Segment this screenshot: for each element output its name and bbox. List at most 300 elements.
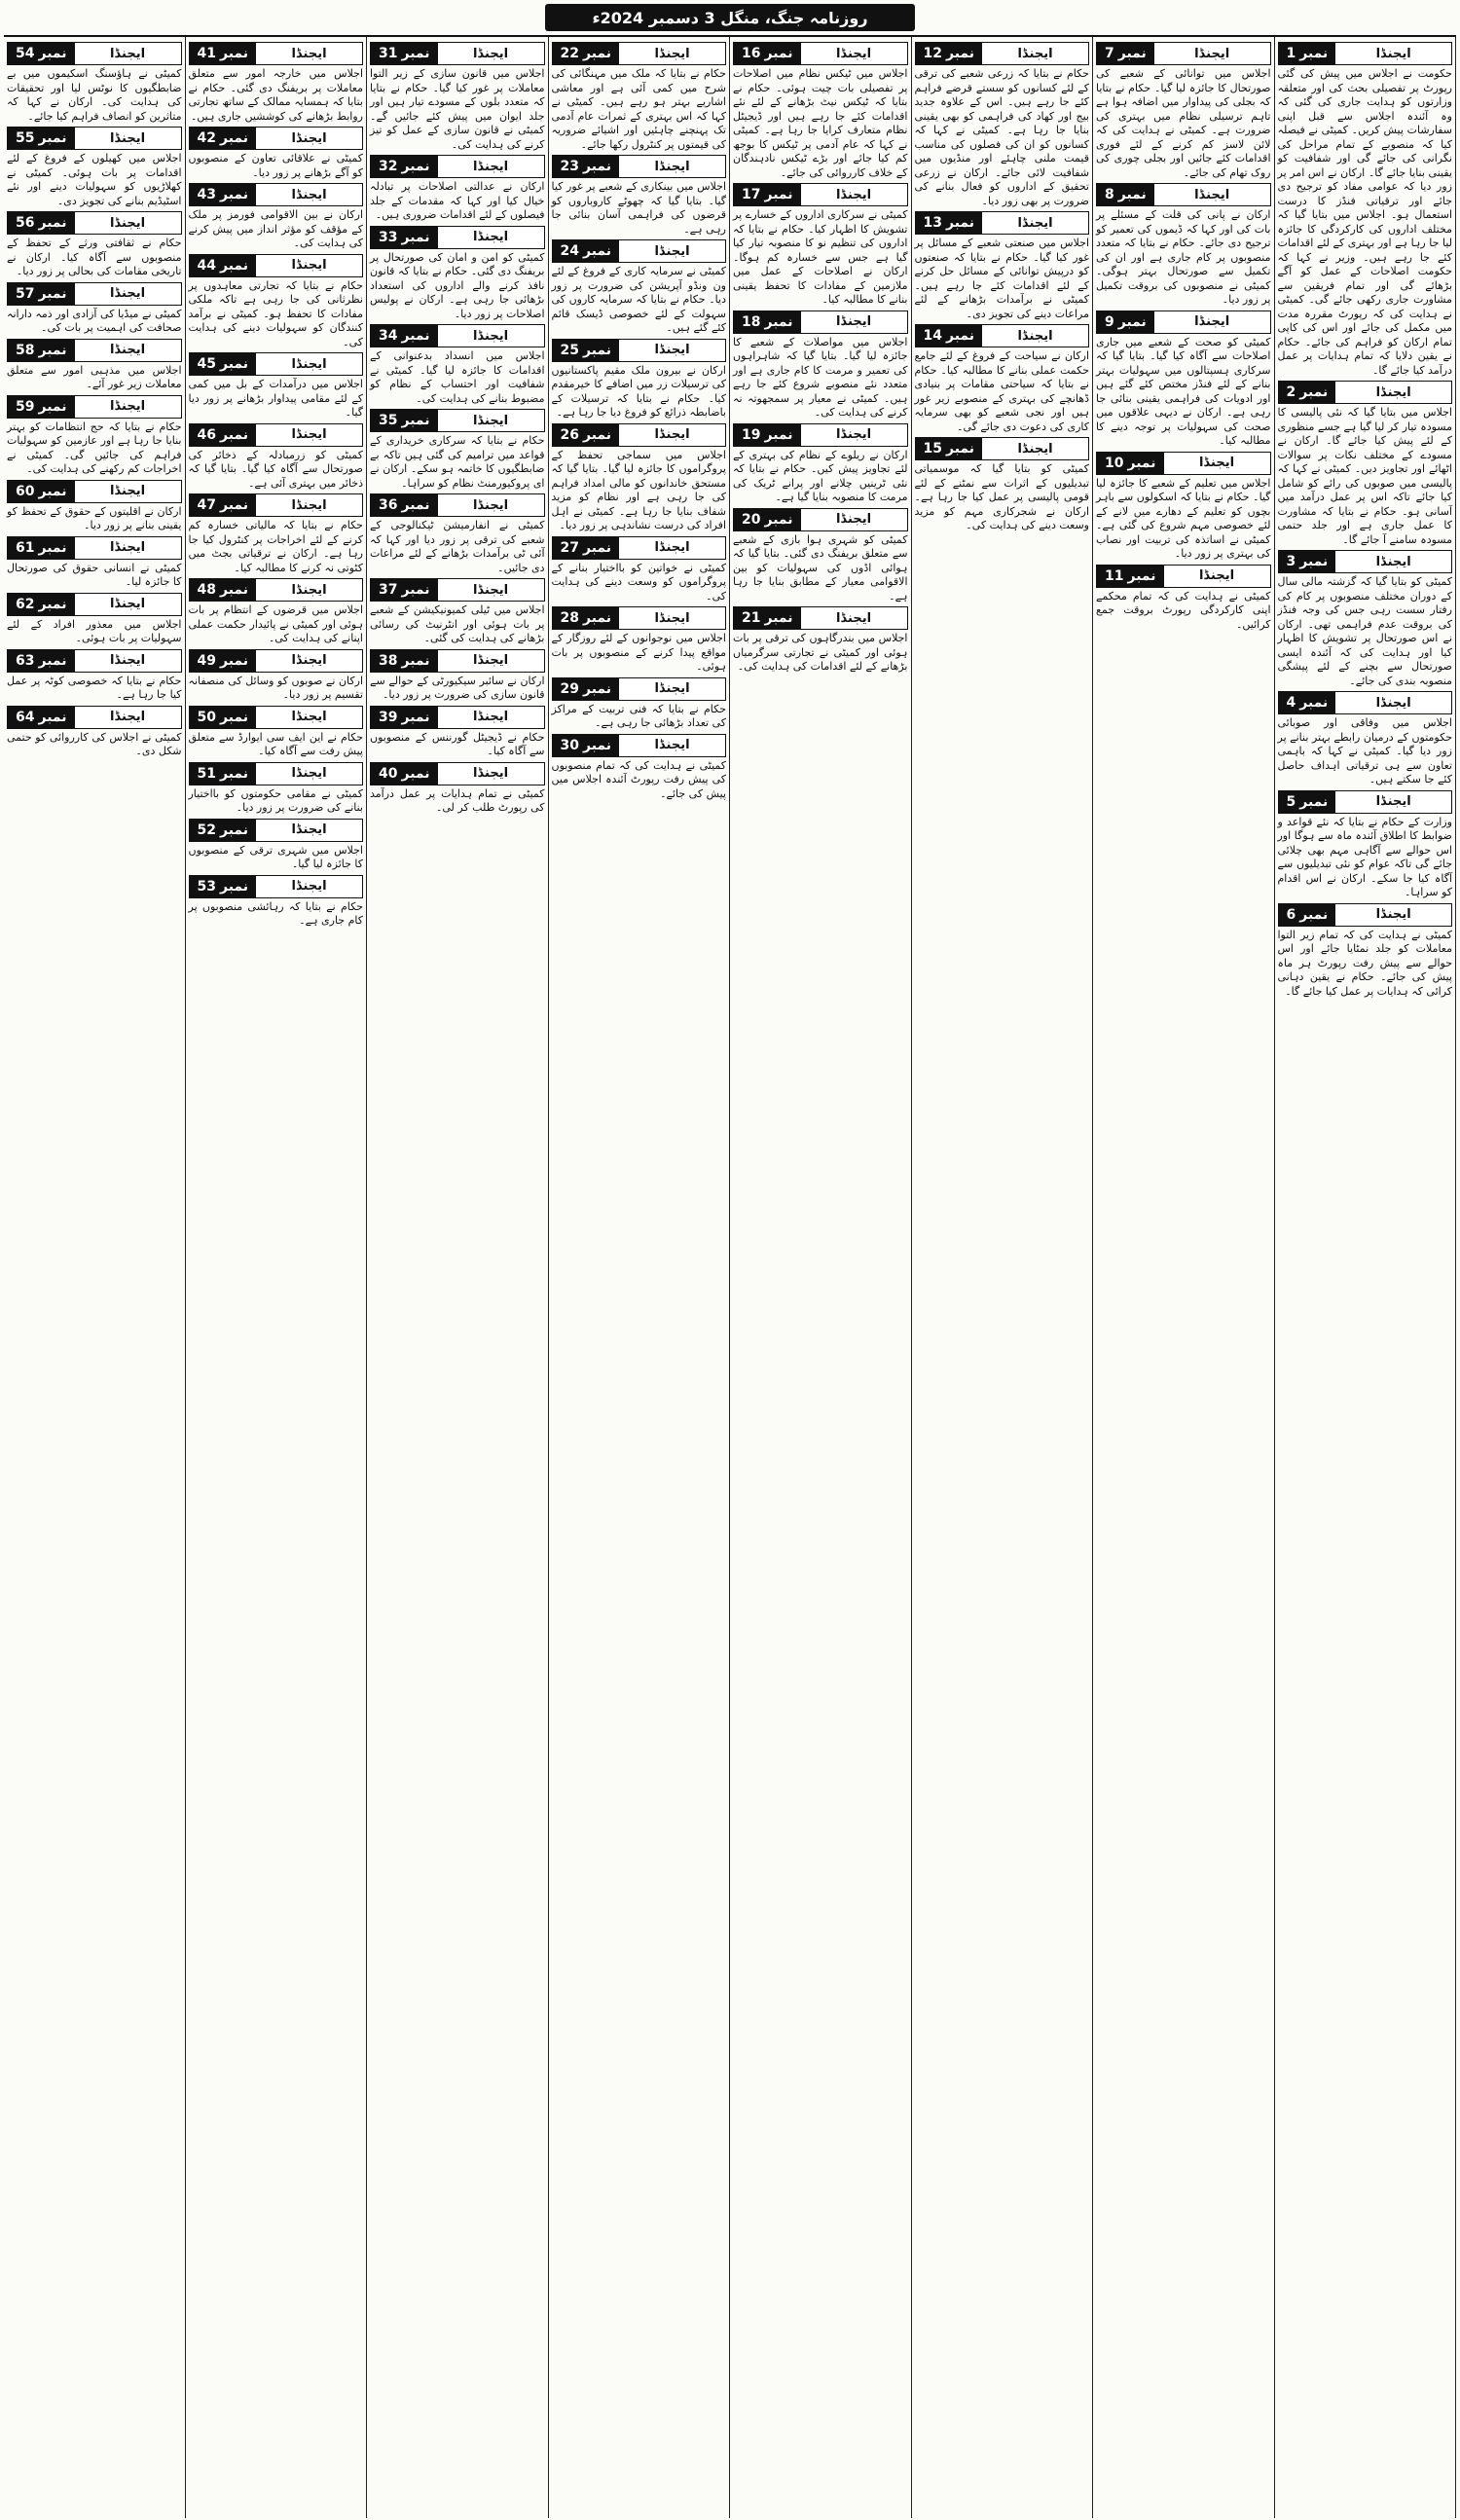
agenda-item-tag: ایجنڈا [1017,441,1053,457]
agenda-item-tag: ایجنڈا [654,243,690,259]
page-column [548,37,730,2518]
page-column [911,37,1093,2518]
agenda-item-number-value: 54 [16,46,35,61]
agenda-item-number-value: 59 [16,398,35,415]
agenda-item-tag: ایجنڈا [291,427,327,442]
agenda-item-number-prefix: نمبر [38,46,67,61]
agenda-item [189,762,364,816]
agenda-item-label [189,875,364,898]
page-column [4,37,185,2518]
agenda-item-number-prefix: نمبر [38,398,67,415]
agenda-item-number-value: 25 [560,342,579,358]
agenda-item-label [7,339,182,362]
agenda-item-text: ارکان نے سائبر سیکیورٹی کے حوالے سے قانون سازی کی ضرورت پر زور دیا۔ [370,674,545,701]
agenda-item-label [733,606,908,630]
agenda-item-text: کمیٹی نے میڈیا کی آزادی اور ذمہ دارانہ صحافت کی اہمیت پر بات کی۔ [7,307,182,334]
agenda-item-tag: ایجنڈا [473,766,509,781]
agenda-item-number [8,396,75,418]
agenda-item-number [371,325,438,347]
agenda-item-tag: ایجنڈا [836,46,872,61]
agenda-item-number [916,325,983,347]
agenda-item-text: کمیٹی نے ہدایت کی کہ تمام زیر التوا معاملات کو جلد نمٹایا جائے اور اس حوالے سے پیش رفت رپورٹ ہر ماہ پیش کی جائے۔ حکام نے یقین دہانی کرائی کہ ہدایات پر عمل کیا جائے گا۔ [1277,928,1452,998]
agenda-item-number [8,650,75,672]
agenda-item-label [915,211,1090,235]
agenda-item [1096,183,1271,308]
agenda-item-tag: ایجنڈا [836,610,872,626]
agenda-item-label [370,409,545,432]
agenda-item-label [552,339,727,362]
agenda-item [7,536,182,590]
agenda-item-number-value: 31 [379,46,398,61]
agenda-item-label [189,706,364,729]
agenda-item [189,819,364,872]
agenda-item-number-value: 3 [1286,554,1296,569]
agenda-item-tag: ایجنڈا [654,681,690,696]
agenda-item-number-value: 1 [1286,46,1296,61]
agenda-item-number [8,707,75,728]
agenda-item-text: وزارت کے حکام نے بتایا کہ نئے قواعد و ضوابط کا اطلاق آئندہ ماہ سے ہوگا اور اس حوالے سے آگاہی مہم بھی چلائی جائے گی تاکہ عوام کو نئی تبدیلیوں سے آگاہ کیا جا سکے۔ ارکان نے اس اقدام کو سراہا۔ [1277,815,1452,898]
page-column [1092,37,1274,2518]
agenda-item-number [190,43,257,64]
agenda-item-number-prefix: نمبر [1299,46,1329,61]
agenda-item-label [552,239,727,263]
agenda-item-number-prefix: نمبر [582,610,612,626]
agenda-item-number-value: 43 [197,187,216,202]
agenda-item-tag: ایجنڈا [291,822,327,837]
agenda-item-number-value: 42 [197,130,216,146]
agenda-item-number [371,227,438,248]
agenda-item-number [8,537,75,559]
agenda-item [915,437,1090,533]
agenda-item-number-value: 6 [1286,906,1296,923]
agenda-item-text: اجلاس میں انسداد بدعنوانی کے اقدامات کا جائزہ لیا گیا۔ کمیٹی نے شفافیت اور احتساب کے نظام کو مضبوط بنانے کی ہدایت کی۔ [370,349,545,405]
agenda-item [7,339,182,392]
agenda-item-number [8,283,75,305]
agenda-item-number [734,509,801,530]
agenda-item-tag: ایجنڈا [473,710,509,724]
agenda-item-number-prefix: نمبر [219,46,249,61]
agenda-item-number-value: 32 [379,159,398,174]
agenda-item-label [189,127,364,150]
agenda-item-number-prefix: نمبر [1117,46,1147,61]
agenda-item-label [1278,790,1453,814]
agenda-item-number-value: 26 [560,426,579,443]
agenda-item-number-prefix: نمبر [401,328,430,344]
agenda-item-tag: ایجنڈا [291,582,327,598]
agenda-item [552,536,727,604]
agenda-item-tag: ایجنڈا [473,413,509,428]
agenda-item-tag: ایجنڈا [110,597,146,611]
agenda-item-text: حکام نے بتایا کہ فنی تربیت کے مراکز کی تعداد بڑھائی جا رہی ہے۔ [551,702,726,729]
agenda-item-text: کمیٹی نے ہدایت کی کہ تمام محکمے اپنی کارکردگی رپورٹ بروقت جمع کرائیں۔ [1096,589,1271,631]
agenda-item-number-prefix: نمبر [38,652,67,669]
agenda-item-number-prefix: نمبر [764,426,793,443]
agenda-item-text: حکام نے بتایا کہ زرعی شعبے کی ترقی کے لئے کسانوں کو سستے قرضے فراہم کئے جا رہے ہیں۔ اس کے علاوہ جدید بیج اور کھاد کی فراہمی کو بھی یقینی بنایا جا رہا ہے۔ کمیٹی نے کہا کہ کسانوں کو ان کی فصلوں کی مناسب قیمت ملنی چاہئے اور منڈیوں میں شفافیت لائی جائے۔ ارکان نے زرعی تحقیق کے اداروں کو فعال بنانے کی ضرورت پر بھی زور دیا۔ [914,67,1089,207]
agenda-item [7,593,182,646]
agenda-item-number-prefix: نمبر [1299,554,1329,569]
agenda-item-text: اجلاس میں سماجی تحفظ کے پروگراموں کا جائزہ لیا گیا۔ بتایا گیا کہ مستحق خاندانوں کو مالی امداد فراہم کی جا رہی ہے اور نظام کو مزید شفاف بنایا جا رہا ہے۔ کمیٹی نے اہل افراد کی درست نشاندہی پر زور دیا۔ [551,448,726,531]
agenda-item-number-prefix: نمبر [38,596,67,612]
agenda-item-number [371,579,438,601]
agenda-item-number [1097,566,1164,587]
agenda-item-number-value: 57 [16,285,35,302]
agenda-item-number [1097,184,1154,205]
agenda-item-number-prefix: نمبر [1299,906,1329,923]
agenda-item-label [7,211,182,235]
agenda-item-label [189,352,364,376]
agenda-item-number-prefix: نمبر [219,652,249,669]
agenda-item-label [1096,452,1271,475]
page-column [1274,37,1457,2518]
agenda-item-text: اجلاس میں شہری ترقی کے منصوبوں کا جائزہ لیا گیا۔ [188,843,363,870]
agenda-item-label [1278,691,1453,714]
agenda-item [370,649,545,703]
agenda-item-number-value: 56 [16,215,35,231]
agenda-item-text: اجلاس میں وفاقی اور صوبائی حکومتوں کے درمیان رابطے بہتر بنانے پر زور دیا گیا۔ کمیٹی نے کہا کہ باہمی تعاون سے ہی ترقیاتی اہداف حاصل کئے جا سکتے ہیں۔ [1277,716,1452,785]
agenda-item-label [552,155,727,178]
agenda-item-label [915,42,1090,65]
agenda-item [733,42,908,180]
agenda-item [915,211,1090,321]
agenda-item-tag: ایجنڈا [654,738,690,752]
agenda-item [1278,550,1453,688]
agenda-item-text: کمیٹی نے انسانی حقوق کی صورتحال کا جائزہ لیا۔ [7,561,182,588]
agenda-item-number [371,763,438,785]
agenda-item [7,127,182,208]
newspaper-page [4,35,1456,2518]
agenda-item-label [189,819,364,842]
agenda-item-number [553,735,620,756]
agenda-item-number-prefix: نمبر [38,539,67,556]
agenda-item-number-prefix: نمبر [219,497,249,513]
agenda-item-text: حکام نے بتایا کہ مالیاتی خسارہ کم کرنے کے لئے اخراجات پر کنٹرول کیا جا رہا ہے۔ ارکان نے ترقیاتی بجٹ میں کٹوتی نہ کرنے کا مطالبہ کیا۔ [188,519,363,574]
agenda-item-number-prefix: نمبر [219,878,249,895]
agenda-item [7,706,182,759]
agenda-item-text: حکام نے بتایا کہ رہائشی منصوبوں پر کام جاری ہے۔ [188,899,363,927]
agenda-item [552,239,727,336]
agenda-item-number-prefix: نمبر [219,356,249,372]
agenda-item-label [1096,310,1271,334]
agenda-item-number [190,255,257,276]
agenda-item-number-value: 37 [379,582,398,598]
agenda-item-number-prefix: نمبر [764,610,793,626]
agenda-item-number [8,481,75,502]
agenda-item-tag: ایجنڈا [110,130,146,146]
agenda-item [552,155,727,237]
agenda-item-tag: ایجنڈا [291,258,327,273]
agenda-item [189,493,364,575]
agenda-item-text: کمیٹی کو بتایا گیا کہ موسمیاتی تبدیلیوں کے اثرات سے نمٹنے کے لئے قومی پالیسی پر عمل کیا جا رہا ہے۔ ارکان نے شجرکاری مہم کو مزید وسعت دینے کی ہدایت کی۔ [914,462,1089,531]
agenda-item-tag: ایجنڈا [1017,215,1053,231]
agenda-item-text: اجلاس میں درآمدات کے بل میں کمی کے لئے مقامی پیداوار بڑھانے پر زور دیا گیا۔ [188,378,363,419]
agenda-item-text: کمیٹی نے علاقائی تعاون کے منصوبوں کو آگے بڑھانے پر زور دیا۔ [188,152,363,179]
agenda-item-text: کمیٹی کو شہری ہوا بازی کے شعبے سے متعلق بریفنگ دی گئی۔ بتایا گیا کہ ہوائی اڈوں کی سہولیات کو بین الاقوامی معیار کے مطابق بنایا جا رہا ہے۔ [733,532,908,603]
agenda-item-tag: ایجنڈا [110,653,146,668]
agenda-item-number-value: 19 [742,426,761,443]
agenda-item-number-prefix: نمبر [945,441,975,457]
agenda-item-text: کمیٹی کو بتایا گیا کہ گزشتہ مالی سال کے دوران مختلف منصوبوں پر کام کی رفتار سست رہی جس کی وجہ فنڈز کی بروقت عدم فراہمی تھی۔ ارکان نے اس صورتحال پر تشویش کا اظہار کیا اور ہدایت کی کہ آئندہ ایسی صورتحال سے بچنے کے لئے پیشگی منصوبہ بندی کی جائے۔ [1277,575,1452,687]
agenda-item-text: ارکان نے بین الاقوامی فورمز پر ملک کے مؤقف کو مؤثر انداز میں پیش کرنے کی ہدایت کی۔ [188,208,363,249]
agenda-item-label [552,606,727,630]
agenda-item-text: کمیٹی کو صحت کے شعبے میں جاری اصلاحات سے آگاہ کیا گیا۔ بتایا گیا کہ سرکاری ہسپتالوں میں سہولیات بہتر بنانے کے لئے فنڈز مختص کئے گئے ہیں اور ادویات کی فراہمی یقینی بنائی جا رہی ہے۔ ارکان نے دیہی علاقوں میں صحت کی سہولیات پر توجہ دینے کا مطالبہ کیا۔ [1096,335,1271,447]
agenda-item-tag: ایجنڈا [1199,456,1235,470]
agenda-item-number-value: 24 [560,243,579,259]
agenda-item [552,339,727,420]
agenda-item-label [733,183,908,206]
agenda-item-number [190,707,257,728]
agenda-item-label [7,42,182,65]
agenda-item-tag: ایجنڈا [654,159,690,174]
agenda-item-tag: ایجنڈا [291,497,327,513]
agenda-item-number-prefix: نمبر [582,46,612,61]
agenda-item-text: حکام نے بتایا کہ خصوصی کوٹہ پر عمل کیا جا رہا ہے۔ [7,674,182,701]
agenda-item-number-value: 45 [197,356,216,372]
agenda-item [1096,310,1271,449]
agenda-item-text: حکومت نے اجلاس میں پیش کی گئی رپورٹ پر تفصیلی بحث کی اور متعلقہ وزارتوں کو ہدایت جاری کی گئی کہ وہ آئندہ اجلاس سے قبل اپنی سفارشات پیش کریں۔ کمیٹی نے فیصلہ کیا کہ منصوبے کے تمام مراحل کی نگرانی کی جائے گی اور شفافیت کو یقینی بنایا جائے گا۔ ارکان نے اس امر پر زور دیا کہ عوامی مفاد کو ترجیح دی جائے اور ترقیاتی فنڈز کا درست استعمال ہو۔ اجلاس میں بتایا گیا کہ مختلف اداروں کی کارکردگی کا جائزہ لیا جا رہا ہے اور بہتری کے لئے اقدامات کئے جا رہے ہیں۔ وزیر نے کہا کہ حکومت اصلاحات کے عمل کو آگے بڑھائے گی اور تمام فریقین سے مشاورت جاری رکھی جائے گی۔ کمیٹی نے ہدایت کی کہ رپورٹ مقررہ مدت میں مکمل کی جائے اور اس کی کاپی تمام ارکان کو فراہم کی جائے۔ حکام نے یقین دلایا کہ تمام ہدایات پر عمل درآمد کیا جائے گا۔ [1277,67,1452,377]
agenda-item-number-value: 63 [16,652,35,669]
agenda-item-number [1097,311,1154,333]
agenda-item-tag: ایجنڈا [473,230,509,244]
agenda-item-tag: ایجنڈا [654,540,690,555]
agenda-item [189,423,364,492]
agenda-item [7,480,182,533]
agenda-item-number-prefix: نمبر [945,328,975,344]
agenda-item-label [1278,550,1453,573]
agenda-item [189,578,364,646]
agenda-item-label [370,706,545,729]
agenda-item-label [915,324,1090,347]
agenda-item-number-prefix: نمبر [401,159,430,174]
agenda-item-tag: ایجنڈا [1199,568,1235,583]
agenda-item-number-prefix: نمبر [219,765,249,782]
agenda-item-number-value: 48 [197,582,216,598]
agenda-item-number-value: 36 [379,497,398,513]
agenda-item-text: اجلاس میں توانائی کے شعبے کی صورتحال کا جائزہ لیا گیا۔ حکام نے بتایا کہ بجلی کی پیداوار میں اضافہ ہوا ہے تاہم ترسیلی نظام میں بہتری کی ضرورت ہے۔ کمیٹی نے ہدایت کی کہ لائن لاسز کم کرنے کے لئے فوری اقدامات کئے جائیں اور بجلی چوری کی روک تھام کی جائے۔ [1096,67,1271,179]
agenda-item-number-prefix: نمبر [219,130,249,146]
agenda-item-number [8,212,75,234]
agenda-item-tag: ایجنڈا [654,610,690,626]
agenda-item-number-prefix: نمبر [219,257,249,274]
agenda-item-number [371,707,438,728]
agenda-item-label [370,226,545,249]
agenda-item-number-value: 46 [197,426,216,443]
agenda-item-number-prefix: نمبر [401,652,430,669]
agenda-item-number-value: 39 [379,709,398,725]
agenda-item-label [370,42,545,65]
agenda-item [1278,790,1453,900]
agenda-item-number-prefix: نمبر [401,765,430,782]
agenda-item-number-prefix: نمبر [1117,187,1147,202]
agenda-item-tag: ایجنڈا [110,46,146,61]
agenda-item [7,395,182,477]
agenda-item-number [190,763,257,785]
agenda-item [733,606,908,675]
agenda-item-number [1279,382,1336,403]
agenda-item [1096,452,1271,562]
agenda-item [915,42,1090,208]
agenda-item-label [733,42,908,65]
agenda-item-text: ارکان نے سیاحت کے فروغ کے لئے جامع حکمت عملی بنانے کا مطالبہ کیا۔ حکام نے بتایا کہ سیاحتی مقامات پر بنیادی ڈھانچے کی بہتری کے منصوبے زیر غور ہیں اور نجی شعبے کو بھی سرمایہ کاری کی دعوت دی جائے گی۔ [914,349,1089,433]
agenda-item-number [1097,43,1154,64]
agenda-item-number-value: 9 [1105,313,1114,330]
agenda-item-number [553,156,620,177]
agenda-item-number-prefix: نمبر [1127,567,1156,584]
agenda-item [733,508,908,604]
agenda-item-tag: ایجنڈا [836,187,872,202]
agenda-item-label [7,536,182,560]
agenda-item-label [7,395,182,419]
agenda-item [370,155,545,223]
agenda-item-number [190,184,257,205]
agenda-item [552,677,727,731]
agenda-item-number [190,650,257,672]
agenda-item-label [7,706,182,729]
agenda-item-text: اجلاس میں بندرگاہوں کی ترقی پر بات ہوئی اور کمیٹی نے تجارتی سرگرمیاں بڑھانے کے لئے اقدامات کی ہدایت کی۔ [733,632,908,673]
agenda-item-tag: ایجنڈا [291,710,327,724]
agenda-item-number-value: 64 [16,709,35,725]
agenda-item [552,734,727,802]
agenda-item-text: اجلاس میں مذہبی امور سے متعلق معاملات زیر غور آئے۔ [7,363,182,390]
agenda-item-text: اجلاس میں بینکاری کے شعبے پر غور کیا گیا۔ بتایا گیا کہ چھوٹے کاروباروں کو قرضوں کی فراہمی آسان بنائی جا رہی ہے۔ [551,180,726,236]
agenda-item-number-prefix: نمبر [219,426,249,443]
agenda-item-label [1278,903,1453,927]
agenda-item-label [733,423,908,447]
agenda-item [552,423,727,533]
agenda-item [189,127,364,180]
agenda-item-label [370,493,545,517]
agenda-item-number-prefix: نمبر [582,243,612,259]
agenda-item-label [915,437,1090,460]
agenda-item-tag: ایجنڈا [291,879,327,894]
agenda-item-number-prefix: نمبر [1127,455,1156,471]
agenda-item [7,649,182,703]
agenda-item-number-prefix: نمبر [401,413,430,428]
agenda-item-number-value: 60 [16,483,35,499]
agenda-item-number [734,184,801,205]
agenda-item-number-value: 21 [742,610,761,626]
agenda-item-text: اجلاس میں ٹیلی کمیونیکیشن کے شعبے پر بات ہوئی اور انٹرنیٹ کی رسائی بڑھانے کی ہدایت کی گئی۔ [370,603,545,644]
agenda-item-label [7,282,182,306]
agenda-item-number [1279,791,1336,813]
agenda-item-text: کمیٹی نے ہاؤسنگ اسکیموں میں بے ضابطگیوں کا نوٹس لیا اور تحقیقات کی ہدایت کی۔ ارکان نے کہا کہ متاثرین کو انصاف فراہم کیا جائے۔ [7,67,182,123]
agenda-item-text: اجلاس میں خارجہ امور سے متعلق معاملات پر بریفنگ دی گئی۔ حکام نے بتایا کہ ہمسایہ ممالک کے ساتھ تجارتی روابط بڑھانے کی کوششیں جاری ہیں۔ [188,67,363,123]
agenda-item-number [190,820,257,841]
agenda-item-text: حکام نے این ایف سی ایوارڈ سے متعلق پیش رفت سے آگاہ کیا۔ [188,730,363,757]
agenda-item-label [370,578,545,602]
agenda-item-tag: ایجنڈا [291,130,327,146]
agenda-item-number-value: 11 [1105,567,1124,584]
agenda-item-text: حکام نے ڈیجیٹل گورننس کے منصوبوں سے آگاہ کیا۔ [370,730,545,757]
agenda-item-tag: ایجنڈا [1194,187,1230,202]
agenda-item-label [552,677,727,701]
agenda-item-label [1278,42,1453,65]
agenda-item-tag: ایجنڈا [473,46,509,61]
agenda-item-tag: ایجنڈا [1375,907,1411,922]
agenda-item-text: اجلاس میں قانون سازی کے زیر التوا معاملات پر غور کیا گیا۔ حکام نے بتایا کہ متعدد بلوں کے مسودے تیار ہیں اور جلد ایوان میں پیش کئے جائیں گے۔ کمیٹی نے قانون سازی کے عمل کو تیز کرنے کی ہدایت کی۔ [370,67,545,151]
agenda-item-number [1279,551,1336,572]
agenda-item-number [190,579,257,601]
agenda-item-label [733,310,908,334]
agenda-item-number-value: 47 [197,497,216,513]
agenda-item-text: کمیٹی کو زرمبادلہ کے ذخائر کی صورتحال سے آگاہ کیا گیا۔ بتایا گیا کہ ذخائر میں بہتری آئی ہے۔ [188,448,363,490]
agenda-item-number-prefix: نمبر [38,285,67,302]
agenda-item-text: کمیٹی نے ہدایت کی کہ تمام منصوبوں کی پیش رفت رپورٹ آئندہ اجلاس میں پیش کی جائے۔ [551,758,726,800]
agenda-item-number-value: 29 [560,680,579,697]
agenda-item-tag: ایجنڈا [110,399,146,414]
agenda-item-number-value: 33 [379,229,398,245]
agenda-item-number-prefix: نمبر [38,215,67,231]
agenda-item-number-prefix: نمبر [1117,313,1147,330]
agenda-item [189,183,364,251]
agenda-item-number-prefix: نمبر [401,582,430,598]
agenda-item-number-value: 40 [379,765,398,782]
agenda-item [915,324,1090,434]
agenda-item-text: کمیٹی نے انفارمیشن ٹیکنالوجی کے شعبے کی ترقی پر زور دیا اور کہا کہ آئی ٹی برآمدات بڑھانے کے لئے مراعات دی جائیں۔ [370,519,545,574]
agenda-item-number [553,607,620,629]
agenda-item-text: کمیٹی نے سرمایہ کاری کے فروغ کے لئے ون ونڈو آپریشن کی ضرورت پر زور دیا۔ حکام نے بتایا کہ سرمایہ کاروں کی سہولت کے لئے خصوصی ڈیسک قائم کئے گئے ہیں۔ [551,265,726,334]
agenda-item-tag: ایجنڈا [1375,46,1411,61]
agenda-item-number-value: 15 [923,441,942,457]
agenda-item-number-value: 41 [197,46,216,61]
agenda-item-number-prefix: نمبر [582,680,612,697]
agenda-item-number-value: 18 [742,313,761,330]
agenda-item-label [7,127,182,150]
agenda-item-number [553,340,620,361]
agenda-item-number [916,438,983,459]
agenda-item-label [552,42,727,65]
agenda-item-number-value: 5 [1286,793,1296,810]
agenda-item-number-prefix: نمبر [764,46,793,61]
agenda-item-text: اجلاس میں مواصلات کے شعبے کا جائزہ لیا گیا۔ بتایا گیا کہ شاہراہوں کی تعمیر و مرمت کا کام جاری ہے اور متعدد نئے منصوبے شروع کئے جا رہے ہیں۔ کمیٹی نے معیار پر سمجھوتہ نہ کرنے کی ہدایت کی۔ [733,335,908,419]
agenda-item-tag: ایجنڈا [110,286,146,301]
agenda-item-number-prefix: نمبر [582,159,612,174]
agenda-item-text: ارکان نے پانی کی قلت کے مسئلے پر بات کی اور کہا کہ ڈیموں کی تعمیر کو ترجیح دی جائے۔ حکام نے بتایا کہ متعدد منصوبوں پر کام جاری ہے اور ان کی تکمیل سے صورتحال بہتر ہوگی۔ کمیٹی نے منصوبوں کی بروقت تکمیل پر زور دیا۔ [1096,208,1271,306]
agenda-item-label [189,493,364,517]
agenda-item-label [189,423,364,447]
agenda-item-tag: ایجنڈا [654,343,690,357]
agenda-item-number-value: 4 [1286,695,1296,711]
agenda-item [189,352,364,420]
agenda-item [7,211,182,279]
agenda-item-number-value: 53 [197,878,216,895]
masthead-title: روزنامہ جنگ، منگل 3 دسمبر 2024ء [545,4,915,31]
agenda-item-number [371,410,438,431]
agenda-item [189,42,364,124]
agenda-item-tag: ایجنڈا [473,653,509,668]
agenda-item-label [370,762,545,785]
agenda-item [1096,565,1271,633]
agenda-item-number-value: 8 [1105,187,1114,202]
agenda-item [733,310,908,420]
agenda-item-number [553,240,620,262]
agenda-item-number-prefix: نمبر [764,187,793,202]
agenda-item-number [553,43,620,64]
agenda-item-number-value: 38 [379,652,398,669]
page-column [366,37,548,2518]
agenda-item-number-prefix: نمبر [582,539,612,556]
agenda-item-label [189,649,364,673]
agenda-item [7,282,182,336]
agenda-item-number [190,128,257,149]
agenda-item-text: ارکان نے ریلوے کے نظام کی بہتری کے لئے تجاویز پیش کیں۔ حکام نے بتایا کہ نئی ٹرینیں چلانے اور پرانے ٹریک کی مرمت کا منصوبہ بنایا گیا ہے۔ [733,448,908,503]
agenda-item-label [370,649,545,673]
agenda-item-tag: ایجنڈا [1017,328,1053,344]
agenda-item-label [1278,381,1453,404]
agenda-item-tag: ایجنڈا [473,328,509,344]
agenda-item-number [553,537,620,559]
agenda-item-number-value: 61 [16,539,35,556]
agenda-item-number-value: 13 [923,215,942,231]
